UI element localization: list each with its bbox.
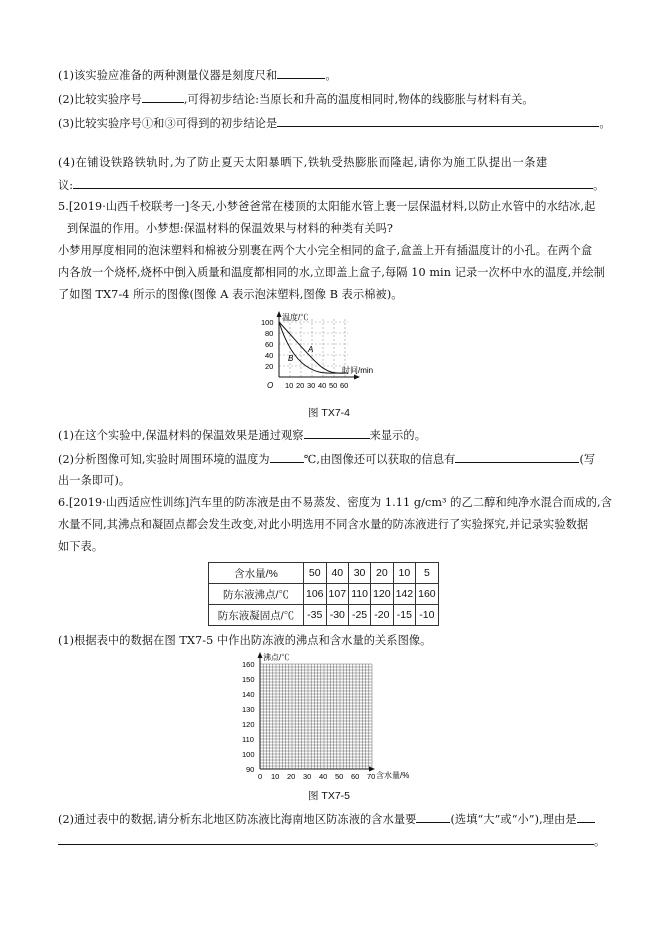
svg-text:80: 80: [265, 329, 274, 338]
y-axis-label: 沸点/℃: [263, 653, 290, 662]
answer-blank[interactable]: [277, 115, 599, 127]
row-header: 含水量/%: [209, 563, 304, 584]
svg-text:40: 40: [318, 381, 327, 390]
svg-text:110: 110: [242, 735, 254, 744]
svg-text:40: 40: [265, 351, 274, 360]
q4-line: (4)在铺设铁路铁轨时,为了防止夏天太阳暴晒下,铁轨受热膨胀而隆起,请你为施工队提出一条建: [58, 156, 548, 169]
curve-b: [279, 322, 348, 373]
q5-text-5: 了如图 TX7-4 所示的图像(图像 A 表示泡沫塑料,图像 B 表示棉被)。: [58, 288, 403, 301]
q6-text-3: 如下表。: [58, 540, 104, 553]
answer-blank[interactable]: [58, 833, 594, 845]
curve-b-label: B: [288, 354, 294, 363]
figure-tx7-4-caption: 图 TX7-4: [308, 407, 351, 419]
row-header: 防东液凝固点/℃: [209, 605, 304, 626]
svg-text:100: 100: [242, 750, 255, 759]
answer-blank[interactable]: [277, 67, 325, 79]
answer-blank[interactable]: [270, 451, 304, 463]
answer-blank[interactable]: [73, 177, 593, 189]
x-axis-label: 时间/min: [342, 366, 374, 375]
y-axis-label: 温度/℃: [282, 313, 309, 322]
q6-text-2: 水量不同,其沸点和凝固点都会发生改变,对此小明选用不同含水量的防冻液进行了实验探究,并记录实验数据: [58, 518, 589, 531]
svg-text:130: 130: [242, 705, 255, 714]
table-row: 防东液凝固点/℃ -35 -30 -25 -20 -15 -10: [209, 605, 439, 626]
svg-text:50: 50: [329, 381, 338, 390]
q5-text-1: 5.[2019·山西千校联考一]冬天,小梦爸爸常在楼顶的太阳能水管上裹一层保温材料,以防止水管中的水结冰,起: [58, 200, 596, 213]
q5-text-3: 小梦用厚度相同的泡沫塑料和棉被分别裹在两个大小完全相同的盒子,盒盖上开有插温度计的小孔。在两个盒: [58, 244, 593, 257]
q6-text-1: 6.[2019·山西适应性训练]汽车里的防冻液是由不易蒸发、密度为 1.11 g/cm³ 的乙二醇和纯净水混合而成的,含: [58, 496, 612, 509]
figure-tx7-5-caption: 图 TX7-5: [308, 790, 351, 802]
svg-text:20: 20: [287, 772, 296, 781]
svg-text:0: 0: [258, 772, 263, 781]
svg-text:90: 90: [246, 765, 255, 774]
svg-text:30: 30: [307, 381, 316, 390]
q4-line-2: 议: 。: [58, 179, 605, 192]
q6-1-line: (1)根据表中的数据在图 TX7-5 中作出防冻液的沸点和含水量的关系图像。: [58, 634, 432, 647]
svg-text:O: O: [267, 381, 274, 390]
figure-tx7-4: [258, 311, 398, 403]
svg-text:100: 100: [261, 318, 274, 327]
row-header: 防东液沸点/℃: [209, 584, 304, 605]
svg-text:50: 50: [335, 772, 344, 781]
q1-line: (1)该实验应准备的两种测量仪器是刻度尺和 。: [58, 69, 337, 82]
q6-2-line-2: 。: [58, 833, 605, 850]
table-row: 防东液沸点/℃ 106 107 110 120 142 160: [209, 584, 439, 605]
svg-text:10: 10: [271, 772, 280, 781]
svg-text:60: 60: [351, 772, 360, 781]
q3-line: (3)比较实验序号①和③可得到的初步结论是 。: [58, 117, 611, 130]
answer-blank[interactable]: [416, 811, 450, 823]
q5-text-2: 到保温的作用。小梦想:保温材料的保温效果与材料的种类有关吗?: [67, 222, 394, 235]
q5-2-line-2: 出一条即可)。: [58, 474, 131, 487]
answer-blank[interactable]: [455, 451, 579, 463]
svg-text:30: 30: [303, 772, 312, 781]
table-row: 含水量/% 50 40 30 20 10 5: [209, 563, 439, 584]
svg-text:140: 140: [242, 690, 255, 699]
answer-blank[interactable]: [577, 811, 595, 823]
svg-text:20: 20: [296, 381, 305, 390]
data-table: [208, 562, 439, 626]
q6-2-line: (2)通过表中的数据,请分析东北地区防冻液比海南地区防冻液的含水量要 (选填“大”或“小”),理由是: [58, 811, 595, 828]
q5-text-4: 内各放一个烧杯,烧杯中倒入质量和温度都相同的水,立即盖上盒子,每隔 10 min 记录一次杯中水的温度,并绘制: [58, 266, 606, 279]
figure-tx7-5[interactable]: [238, 651, 418, 781]
svg-text:20: 20: [265, 362, 274, 371]
q5-1-line: (1)在这个实验中,保温材料的保温效果是通过观察 来显示的。: [58, 429, 427, 442]
svg-text:60: 60: [340, 381, 349, 390]
svg-text:40: 40: [319, 772, 328, 781]
x-axis-label: 含水量/%: [376, 771, 410, 780]
svg-text:70: 70: [367, 772, 376, 781]
answer-blank[interactable]: [142, 91, 184, 103]
svg-text:10: 10: [285, 381, 294, 390]
answer-blank[interactable]: [304, 427, 370, 439]
curve-a-label: A: [308, 345, 314, 354]
svg-text:120: 120: [242, 720, 255, 729]
q2-line: (2)比较实验序号 ,可得初步结论:当原长和升高的温度相同时,物体的线膨胀与材料有关。: [58, 93, 534, 106]
q5-2-line: (2)分析图像可知,实验时周围环境的温度为 ℃,由图像还可以获取的信息有 (写: [58, 453, 596, 466]
svg-text:60: 60: [265, 340, 274, 349]
svg-text:150: 150: [242, 675, 255, 684]
svg-text:160: 160: [242, 660, 255, 669]
